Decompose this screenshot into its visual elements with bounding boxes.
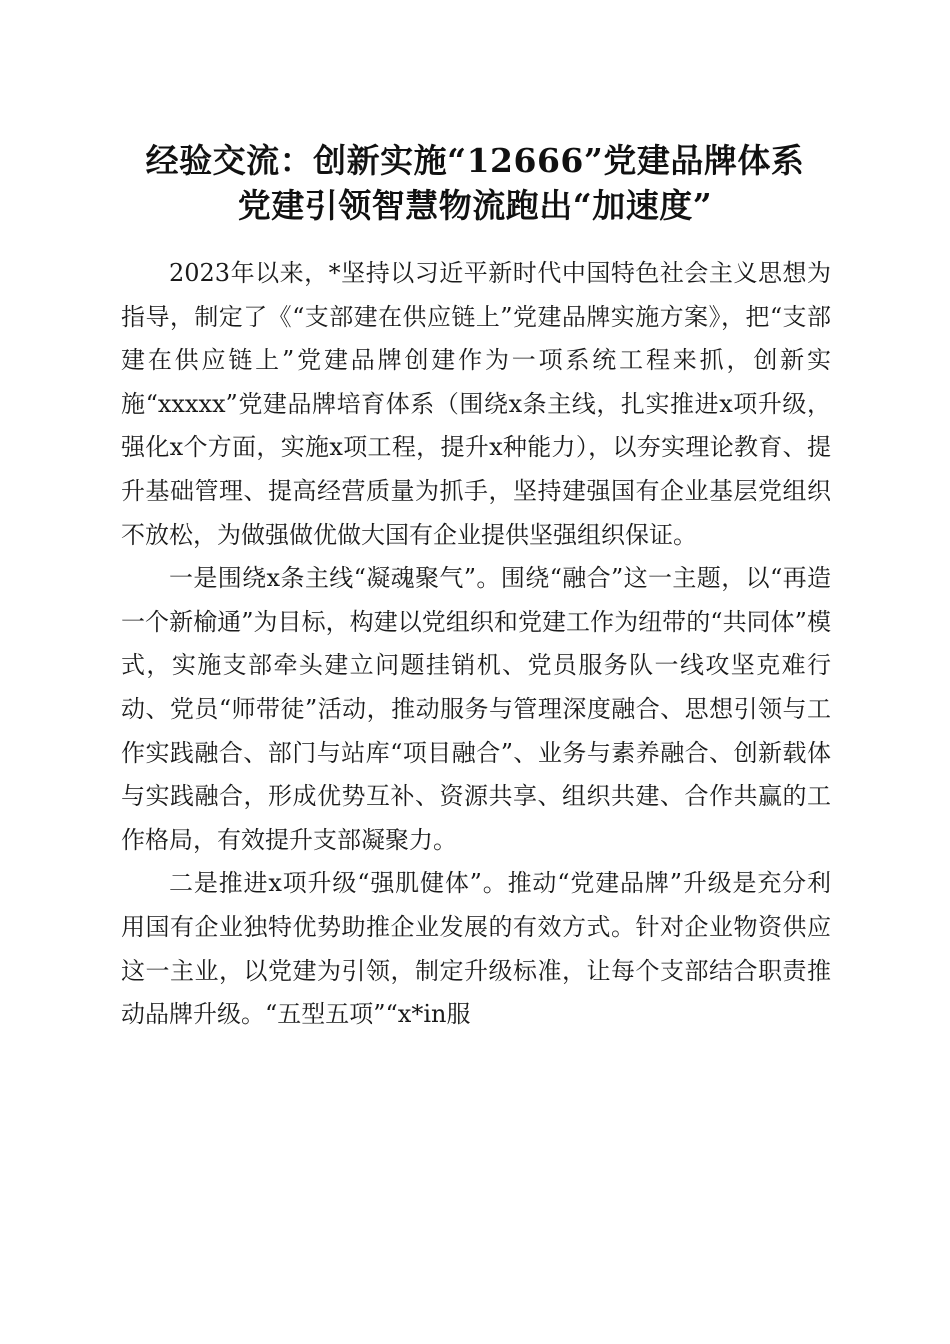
title-line-2: 党建引领智慧物流跑出“加速度” <box>237 186 713 225</box>
document-title <box>100 138 850 228</box>
paragraph-intro: 2023年以来，*坚持以习近平新时代中国特色社会主义思想为指导，制定了《“支部建在供应链上”党建品牌实施方案》，把“支部建在供应链上”党建品牌创建作为一项系统工程来抓，创新实施“xxxxx”党建品牌培育体系（围绕x条主线，扎实推进x项升级，强化x个方面，实施x项工程，提升x种能力），以夯实理论教育、提升基础管理、提高经营质量为抓手，坚持建强国有企业基层党组织不放松，为做强做优做大国有企业提供坚强组织保证。 <box>121 259 831 549</box>
paragraph-section-one: 一是围绕x条主线“凝魂聚气”。围绕“融合”这一主题，以“再造一个新榆通”为目标，构建以党组织和党建工作为纽带的“共同体”模式，实施支部牵头建立问题挂销机、党员服务队一线攻坚克难行动、党员“师带徒”活动，推动服务与管理深度融合、思想引领与工作实践融合、部门与站库“项目融合”、业务与素养融合、创新载体与实践融合，形成优势互补、资源共享、组织共建、合作共赢的工作格局，有效提升支部凝聚力。 <box>121 564 831 854</box>
paragraph-section-two: 二是推进x项升级“强肌健体”。推动“党建品牌”升级是充分利用国有企业独特优势助推企业发展的有效方式。针对企业物资供应这一主业，以党建为引领，制定升级标准，让每个支部结合职责推动品牌升级。“五型五项”“x*in服 <box>121 869 831 1029</box>
title-line-1: 经验交流：创新实施“12666”党建品牌体系 <box>145 141 805 180</box>
document-body <box>121 252 831 1037</box>
